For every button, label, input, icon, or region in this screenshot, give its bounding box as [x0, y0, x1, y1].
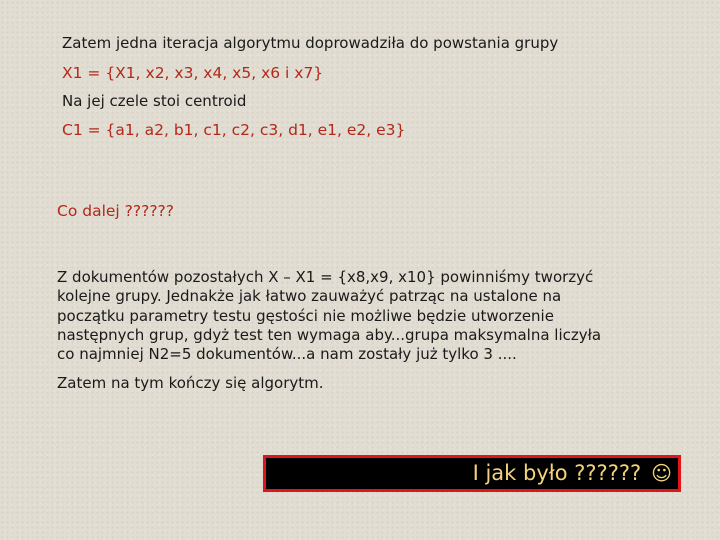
c1-set-text: C1 = {a1, a2, b1, c1, c2, c3, d1, e1, e2, e3}	[62, 121, 406, 139]
explanation-paragraph	[57, 268, 667, 364]
x1-set-text: X1 = {X1, x2, x3, x4, x5, x6 i x7}	[62, 64, 324, 82]
paragraph-line: początku parametry testu gęstości nie możliwe będzie utworzenie	[57, 306, 554, 325]
answer-box	[263, 455, 681, 492]
question-text: Co dalej ??????	[57, 202, 175, 220]
intro-text: Zatem jedna iteracja algorytmu doprowadziła do powstania grupy	[62, 34, 559, 52]
smiley-icon: ☺	[651, 461, 672, 485]
conclusion-text: Zatem na tym kończy się algorytm.	[57, 374, 324, 392]
answer-text: I jak było ??????	[472, 461, 642, 485]
paragraph-line: następnych grup, gdyż test ten wymaga aby...grupa maksymalna liczyła	[57, 325, 602, 344]
centroid-note-text: Na jej czele stoi centroid	[62, 92, 247, 110]
paragraph-line: Z dokumentów pozostałych X – X1 = {x8,x9, x10} powinniśmy tworzyć	[57, 268, 594, 286]
answer-label	[473, 461, 672, 485]
paragraph-line: co najmniej N2=5 dokumentów...a nam zostały już tylko 3 ....	[57, 345, 517, 364]
paragraph-line: kolejne grupy. Jednakże jak łatwo zauważyć patrząc na ustalone na	[57, 287, 562, 306]
